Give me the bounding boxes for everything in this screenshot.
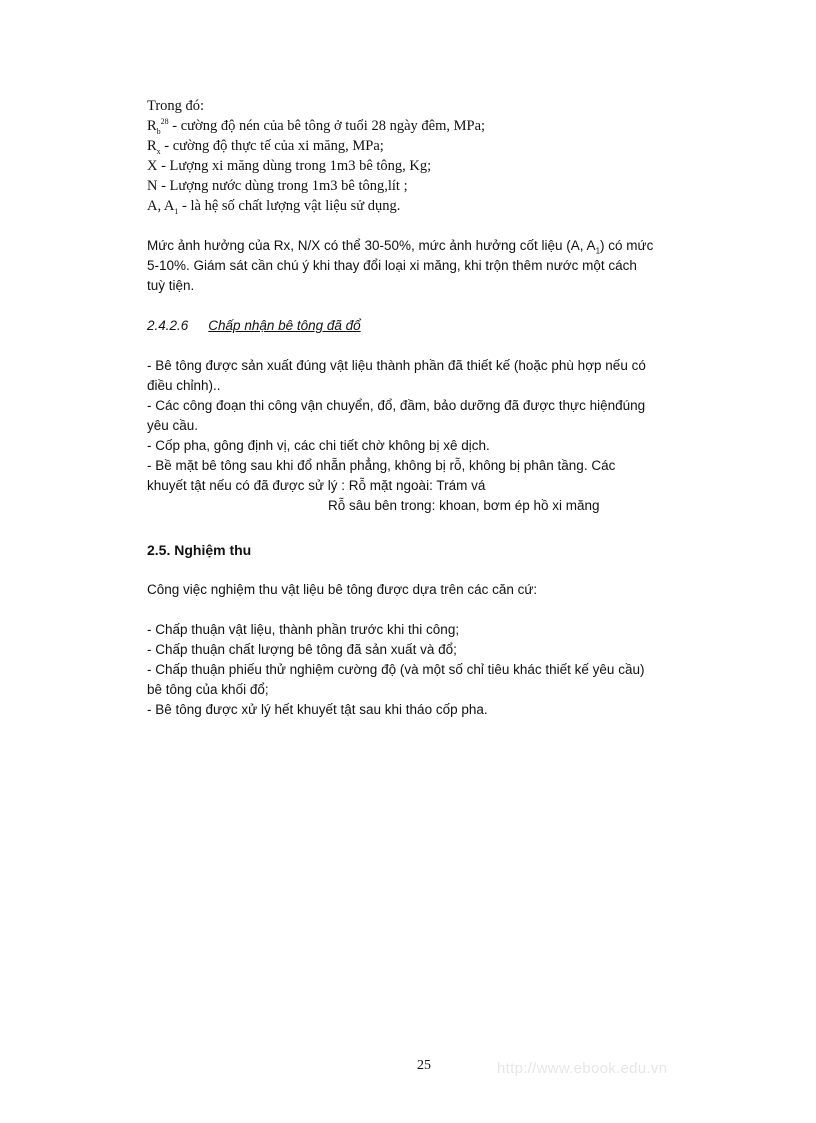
section-25-line: bê tông của khối đổ; [147,682,269,697]
section-2426-line: - Bê tông được sản xuất đúng vật liệu thành phần đã thiết kế (hoặc phù hợp nếu có [147,358,646,373]
page-number: 25 [417,1058,431,1073]
section-25-intro: Công việc nghiệm thu vật liệu bê tông được dựa trên các căn cứ: [147,582,538,597]
definition-x: X - Lượng xi măng dùng trong 1m3 bê tông, Kg; [147,158,432,174]
section-25-heading: 2.5. Nghiệm thu [147,542,252,558]
section-2426-heading [147,316,361,336]
influence-line-3: tuỳ tiện. [147,278,195,293]
section-25-line: - Chấp thuận chất lượng bê tông đã sản xuất và đổ; [147,642,457,657]
section-2426-line: yêu cầu. [147,418,199,433]
section-2426-line: khuyết tật nếu có đã được sử lý : Rỗ mặt ngoài: Trám vá [147,478,486,493]
definition-n: N - Lượng nước dùng trong 1m3 bê tông,lít ; [147,178,408,194]
definition-rb: $R_b^{28}$ - cường độ nén của bê tông ở tuổi 28 ngày đêm, MPa; [147,117,486,136]
section-2426-line: - Các công đoạn thi công vận chuyển, đổ, đầm, bảo dưỡng đã được thực hiệnđúng [147,398,646,413]
influence-line-2: 5-10%. Giám sát cần chú ý khi thay đổi loại xi măng, khi trộn thêm nước một cách [147,258,637,273]
influence-line-1: Mức ảnh hưởng của Rx, N/X có thể 30-50%, mức ảnh hưởng cốt liệu (A, $A_1$) có mức [147,238,654,256]
section-2426-line: điều chỉnh).. [147,378,221,393]
section-25-line: - Chấp thuận phiếu thử nghiệm cường độ (và một số chỉ tiêu khác thiết kế yêu cầu) [147,662,645,677]
definitions-title: Trong đó: [147,98,205,114]
definition-a: A, $A_1$ - là hệ số chất lượng vật liệu sử dụng. [147,198,401,216]
section-2426-line: - Bề mặt bê tông sau khi đổ nhẵn phẳng, không bị rỗ, không bị phân tầng. Các [147,458,616,473]
section-25-line: - Bê tông được xử lý hết khuyết tật sau khi tháo cốp pha. [147,702,488,717]
section-25-line: - Chấp thuận vật liệu, thành phần trước khi thi công; [147,622,460,637]
section-title: Chấp nhận bê tông đã đổ [208,318,361,333]
section-number: 2.4.2.6 [147,318,189,333]
section-2426-line: - Cốp pha, gông định vị, các chi tiết chờ không bị xê dịch. [147,438,490,453]
section-2426-line: Rỗ sâu bên trong: khoan, bơm ép hồ xi măng [328,498,600,513]
watermark: http://www.ebook.edu.vn [497,1060,668,1077]
definition-rx: $R_x$ - cường độ thực tế của xi măng, MPa; [147,138,384,156]
